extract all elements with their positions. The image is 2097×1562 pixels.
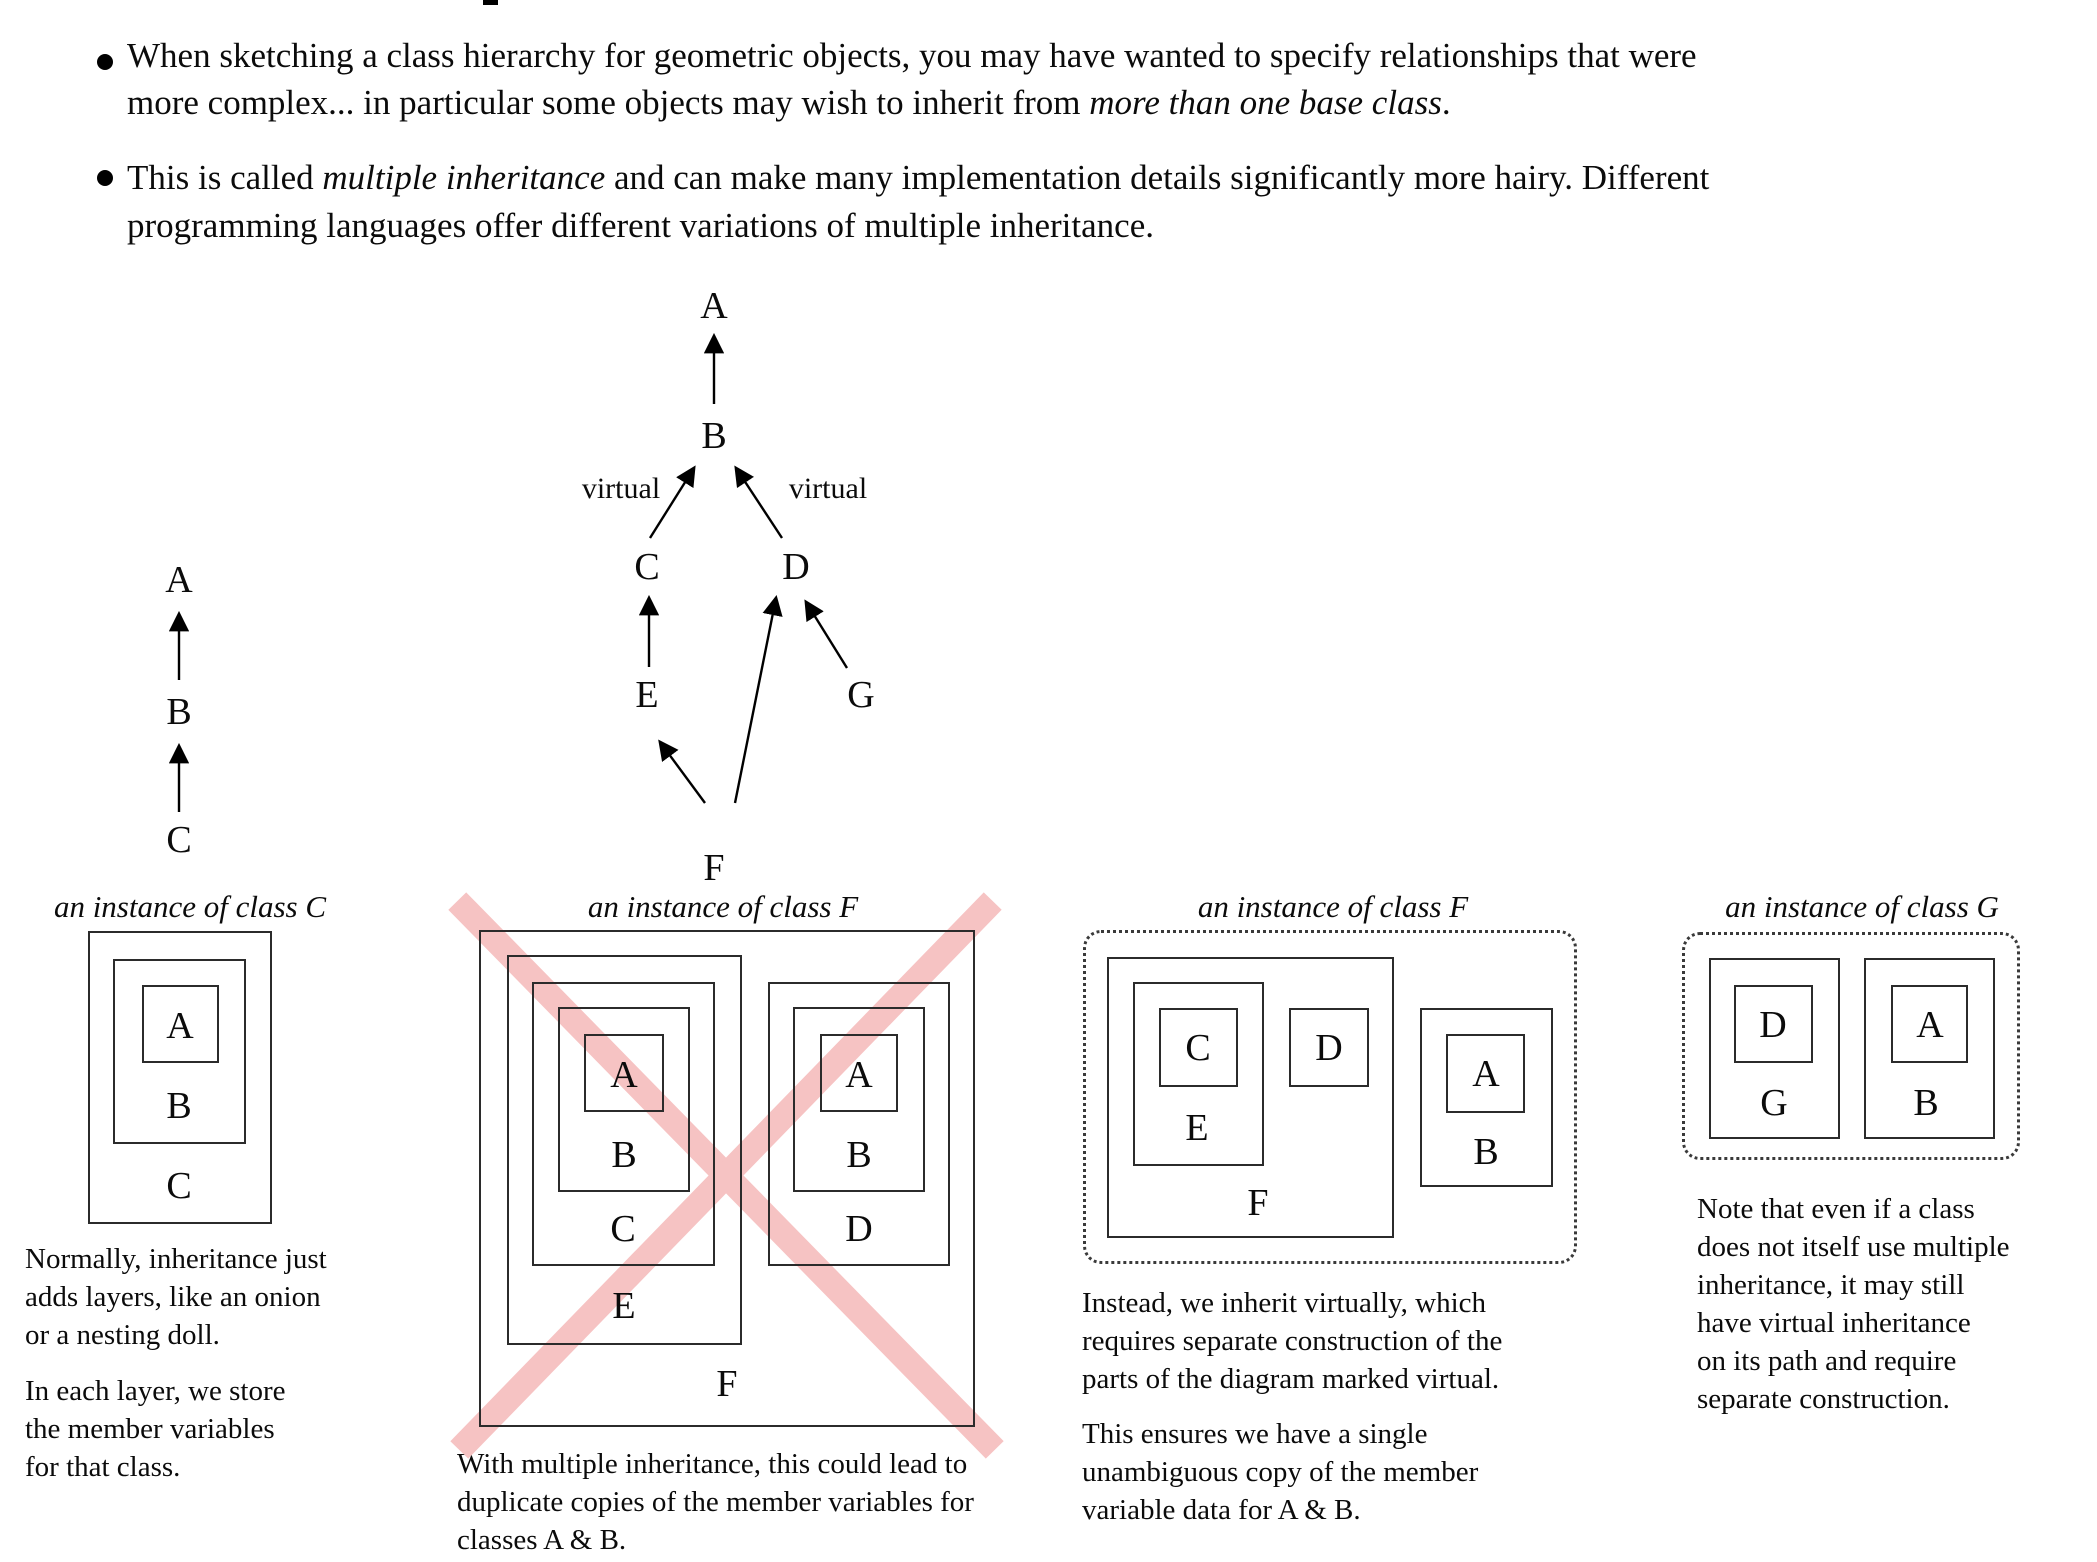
fig3-label-F: F — [1247, 1182, 1269, 1224]
chain-node-B: B — [166, 691, 192, 733]
virtual-label-left: virtual — [581, 472, 661, 505]
fig2-label-B-right: B — [846, 1134, 872, 1176]
bullet2-line2: programming languages offer different variations of multiple inheritance. — [127, 206, 1154, 245]
fig1-label-A: A — [166, 1005, 194, 1047]
hierarchy-node-A: A — [700, 285, 728, 327]
bullet1-line2-emphasis: more than one base class — [1089, 83, 1442, 122]
hierarchy-node-F: F — [703, 847, 725, 889]
chain-node-A: A — [165, 559, 193, 601]
bullet2-line1-post: and can make many implementation details significantly more hairy. Different — [605, 158, 1710, 197]
fig3-title: an instance of class F — [1197, 889, 1469, 924]
fig1-caption-1: Normally, inheritance just adds layers, like an onion or a nesting doll. — [25, 1243, 327, 1351]
bullet1-line2-pre: more complex... in particular some objects may wish to inherit from — [127, 83, 1090, 122]
fig2-label-F: F — [716, 1363, 738, 1405]
fig2-label-D: D — [845, 1208, 873, 1250]
fig4-title: an instance of class G — [1725, 889, 1999, 924]
chain-node-C: C — [166, 819, 192, 861]
hierarchy-node-B: B — [701, 415, 727, 457]
fig2-caption: With multiple inheritance, this could lead to duplicate copies of the member variables for classes A & B. — [457, 1448, 974, 1556]
hierarchy-node-E: E — [635, 674, 659, 716]
fig2-label-E: E — [612, 1285, 636, 1327]
fig4-label-G: G — [1760, 1082, 1788, 1124]
fig3-label-E: E — [1185, 1107, 1209, 1149]
fig3-label-C: C — [1185, 1027, 1211, 1069]
fig2-label-C: C — [610, 1208, 636, 1250]
fig2-label-B-left: B — [611, 1134, 637, 1176]
bullet2-line1-pre: This is called — [127, 158, 323, 197]
fig4-caption: Note that even if a class does not itself use multiple inheritance, it may still have virtual inheritance on its path and require separate construction. — [1697, 1193, 2010, 1415]
fig1-title: an instance of class C — [53, 889, 327, 924]
fig4-label-A: A — [1916, 1004, 1944, 1046]
fig2-label-A-right: A — [845, 1054, 873, 1096]
fig3-caption-2: This ensures we have a single unambiguous copy of the member variable data for A & B. — [1082, 1418, 1479, 1526]
bullet1-line1: When sketching a class hierarchy for geometric objects, you may have wanted to specify relationships that were — [127, 36, 1697, 75]
fig4-label-D: D — [1759, 1004, 1787, 1046]
fig2-title: an instance of class F — [587, 889, 859, 924]
bullet1-line2-post: . — [1441, 83, 1451, 122]
fig2-label-A-left: A — [610, 1054, 638, 1096]
fig1-label-B: B — [166, 1085, 192, 1127]
hierarchy-node-G: G — [847, 674, 875, 716]
fig1-caption-2: In each layer, we store the member variables for that class. — [25, 1375, 286, 1483]
bullet2-line1-emphasis: multiple inheritance — [322, 158, 606, 197]
virtual-label-right: virtual — [788, 472, 868, 505]
fig3-caption-1: Instead, we inherit virtually, which requires separate construction of the parts of the diagram marked virtual. — [1082, 1287, 1503, 1395]
fig3-label-B: B — [1473, 1131, 1499, 1173]
fig4-label-B: B — [1913, 1082, 1939, 1124]
hierarchy-node-C: C — [634, 546, 660, 588]
fig3-label-D: D — [1315, 1027, 1343, 1069]
fig3-label-A: A — [1472, 1053, 1500, 1095]
hierarchy-node-D: D — [782, 546, 810, 588]
fig1-label-C: C — [166, 1165, 192, 1207]
